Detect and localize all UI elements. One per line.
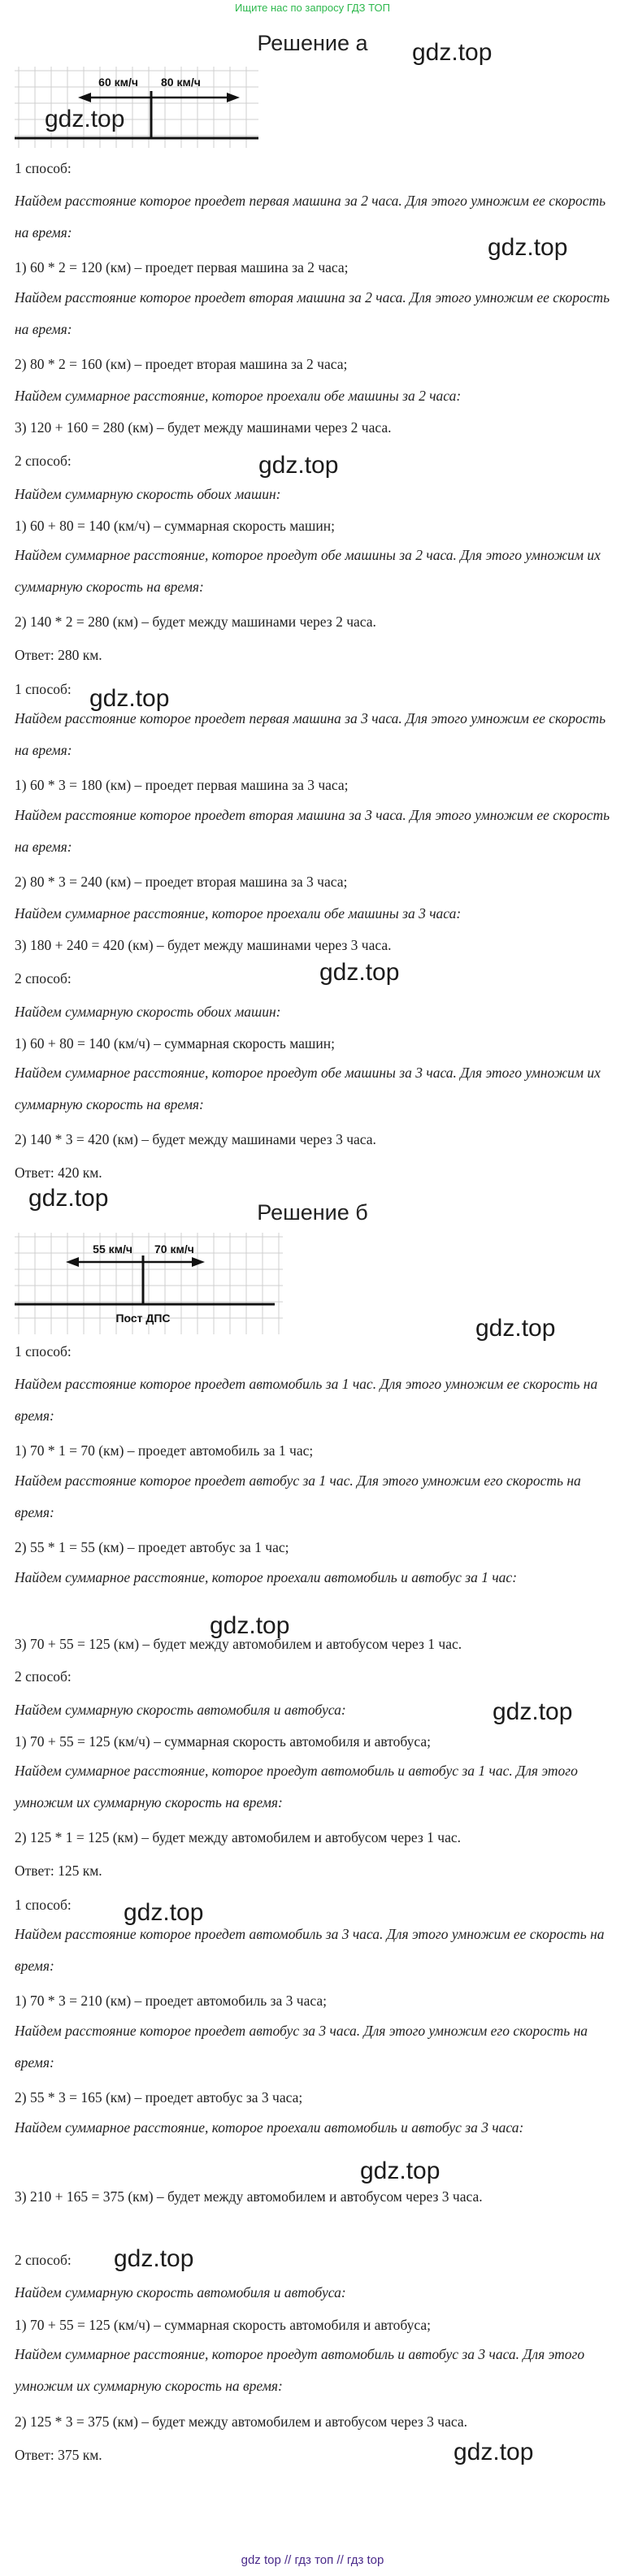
method-title: 2 способ: bbox=[15, 453, 72, 469]
top-banner: Ищите нас по запросу ГДЗ ТОП bbox=[235, 2, 390, 14]
calculation: 1) 60 + 80 = 140 (км/ч) – суммарная скорость машин; bbox=[15, 1035, 335, 1052]
step-description: Найдем суммарную скорость автомобиля и автобуса: bbox=[15, 2284, 346, 2301]
calculation: 2) 80 * 3 = 240 (км) – проедет вторая машина за 3 часа; bbox=[15, 874, 348, 890]
step-description: Найдем суммарное расстояние, которое проедут автомобиль и автобус за 1 час. Для этого умножим их суммарную скорость на время: bbox=[15, 1763, 578, 1811]
method-title: 1 способ: bbox=[15, 681, 72, 697]
calculation: 2) 55 * 1 = 55 (км) – проедет автобус за 1 час; bbox=[15, 1539, 289, 1555]
step-description: Найдем суммарное расстояние, которое проедут автомобиль и автобус за 3 часа. Для этого умножим их суммарную скорость на время: bbox=[15, 2346, 585, 2394]
calculation: 3) 210 + 165 = 375 (км) – будет между автомобилем и автобусом через 3 часа. bbox=[15, 2188, 483, 2205]
calculation: 1) 70 * 1 = 70 (км) – проедет автомобиль за 1 час; bbox=[15, 1442, 314, 1459]
step-description: Найдем суммарное расстояние, которое проехали автомобиль и автобус за 1 час: bbox=[15, 1569, 518, 1585]
arrow-right-icon bbox=[192, 1257, 205, 1267]
step-description: Найдем суммарную скорость обоих машин: bbox=[15, 1004, 281, 1020]
step-description: Найдем суммарное расстояние, которое проедут обе машины за 2 часа. Для этого умножим их суммарную скорость на время: bbox=[15, 547, 601, 595]
method-title: 1 способ: bbox=[15, 1897, 72, 1913]
calculation: 1) 70 * 3 = 210 (км) – проедет автомобиль за 3 часа; bbox=[15, 1993, 327, 2009]
watermark: gdz.top bbox=[360, 2158, 441, 2184]
watermark: gdz.top bbox=[258, 452, 339, 479]
calculation: 3) 70 + 55 = 125 (км) – будет между автомобилем и автобусом через 1 час. bbox=[15, 1636, 462, 1652]
calculation: 2) 80 * 2 = 160 (км) – проедет вторая машина за 2 часа; bbox=[15, 356, 348, 372]
method-title: 1 способ: bbox=[15, 1343, 72, 1360]
calculation: 1) 60 + 80 = 140 (км/ч) – суммарная скорость машин; bbox=[15, 518, 335, 534]
method-title: 1 способ: bbox=[15, 160, 72, 176]
method-title: 2 способ: bbox=[15, 970, 72, 987]
step-description: Найдем суммарное расстояние, которое проехали обе машины за 3 часа: bbox=[15, 905, 462, 922]
step-description: Найдем суммарное расстояние, которое проедут обе машины за 3 часа. Для этого умножим их суммарную скорость на время: bbox=[15, 1065, 601, 1112]
calculation: 1) 70 + 55 = 125 (км/ч) – суммарная скорость автомобиля и автобуса; bbox=[15, 1733, 431, 1750]
watermark: gdz.top bbox=[28, 1185, 109, 1212]
calculation: 2) 125 * 1 = 125 (км) – будет между автомобилем и автобусом через 1 час. bbox=[15, 1829, 461, 1845]
watermark: gdz.top bbox=[89, 685, 170, 712]
method-title: 2 способ: bbox=[15, 1668, 72, 1685]
calculation: 1) 70 + 55 = 125 (км/ч) – суммарная скорость автомобиля и автобуса; bbox=[15, 2317, 431, 2333]
calculation: 2) 140 * 3 = 420 (км) – будет между машинами через 3 часа. bbox=[15, 1131, 376, 1147]
watermark: gdz.top bbox=[45, 106, 125, 132]
watermark: gdz.top bbox=[124, 1899, 204, 1926]
answer: Ответ: 420 км. bbox=[15, 1164, 102, 1181]
calculation: 2) 55 * 3 = 165 (км) – проедет автобус за 3 часа; bbox=[15, 2089, 303, 2105]
step-description: Найдем суммарную скорость обоих машин: bbox=[15, 486, 281, 502]
step-description: Найдем расстояние которое проедет вторая машина за 3 часа. Для этого умножим ее скорость на время: bbox=[15, 807, 610, 855]
watermark: gdz.top bbox=[319, 959, 400, 986]
step-description: Найдем суммарное расстояние, которое проехали обе машины за 2 часа: bbox=[15, 388, 462, 404]
arrow-right-icon bbox=[227, 93, 240, 102]
step-description: Найдем расстояние которое проедет первая машина за 3 часа. Для этого умножим ее скорость на время: bbox=[15, 710, 606, 758]
heading-solution-a: Решение а bbox=[257, 31, 368, 55]
answer: Ответ: 125 км. bbox=[15, 1863, 102, 1879]
speed-label-left: 55 км/ч bbox=[93, 1242, 132, 1255]
watermark: gdz.top bbox=[488, 234, 568, 261]
watermark: gdz.top bbox=[210, 1612, 290, 1639]
watermark: gdz.top bbox=[493, 1698, 573, 1725]
speed-label-right: 70 км/ч bbox=[154, 1242, 194, 1255]
calculation: 3) 120 + 160 = 280 (км) – будет между машинами через 2 часа. bbox=[15, 419, 392, 436]
heading-solution-b: Решение б bbox=[257, 1200, 368, 1225]
answer: Ответ: 375 км. bbox=[15, 2447, 102, 2463]
step-description: Найдем расстояние которое проедет автомобиль за 1 час. Для этого умножим ее скорость на время: bbox=[15, 1376, 598, 1424]
watermark: gdz.top bbox=[475, 1315, 556, 1342]
post-label: Пост ДПС bbox=[115, 1312, 171, 1325]
watermark: gdz.top bbox=[412, 39, 493, 66]
footer-links[interactable]: gdz top // гдз топ // гдз top bbox=[241, 2553, 384, 2567]
diagram-b bbox=[15, 1233, 283, 1334]
calculation: 2) 140 * 2 = 280 (км) – будет между машинами через 2 часа. bbox=[15, 614, 376, 630]
calculation: 3) 180 + 240 = 420 (км) – будет между машинами через 3 часа. bbox=[15, 937, 392, 953]
step-description: Найдем расстояние которое проедет вторая машина за 2 часа. Для этого умножим ее скорость на время: bbox=[15, 289, 610, 337]
speed-label-right: 80 км/ч bbox=[161, 76, 201, 89]
watermark: gdz.top bbox=[114, 2245, 194, 2272]
step-description: Найдем расстояние которое проедет автобус за 3 часа. Для этого умножим его скорость на время: bbox=[15, 2023, 588, 2071]
step-description: Найдем суммарное расстояние, которое проехали автомобиль и автобус за 3 часа: bbox=[15, 2119, 524, 2136]
step-description: Найдем расстояние которое проедет автобус за 1 час. Для этого умножим его скорость на время: bbox=[15, 1472, 581, 1520]
calculation: 2) 125 * 3 = 375 (км) – будет между автомобилем и автобусом через 3 часа. bbox=[15, 2413, 467, 2430]
watermark: gdz.top bbox=[454, 2439, 534, 2465]
answer: Ответ: 280 км. bbox=[15, 647, 102, 663]
arrow-left-icon bbox=[78, 93, 91, 102]
calculation: 1) 60 * 2 = 120 (км) – проедет первая машина за 2 часа; bbox=[15, 259, 349, 275]
calculation: 1) 60 * 3 = 180 (км) – проедет первая машина за 3 часа; bbox=[15, 777, 349, 793]
step-description: Найдем расстояние которое проедет первая машина за 2 часа. Для этого умножим ее скорость на время: bbox=[15, 193, 606, 241]
method-title: 2 способ: bbox=[15, 2252, 72, 2268]
step-description: Найдем расстояние которое проедет автомобиль за 3 часа. Для этого умножим ее скорость на время: bbox=[15, 1926, 605, 1974]
speed-label-left: 60 км/ч bbox=[98, 76, 138, 89]
step-description: Найдем суммарную скорость автомобиля и автобуса: bbox=[15, 1702, 346, 1718]
